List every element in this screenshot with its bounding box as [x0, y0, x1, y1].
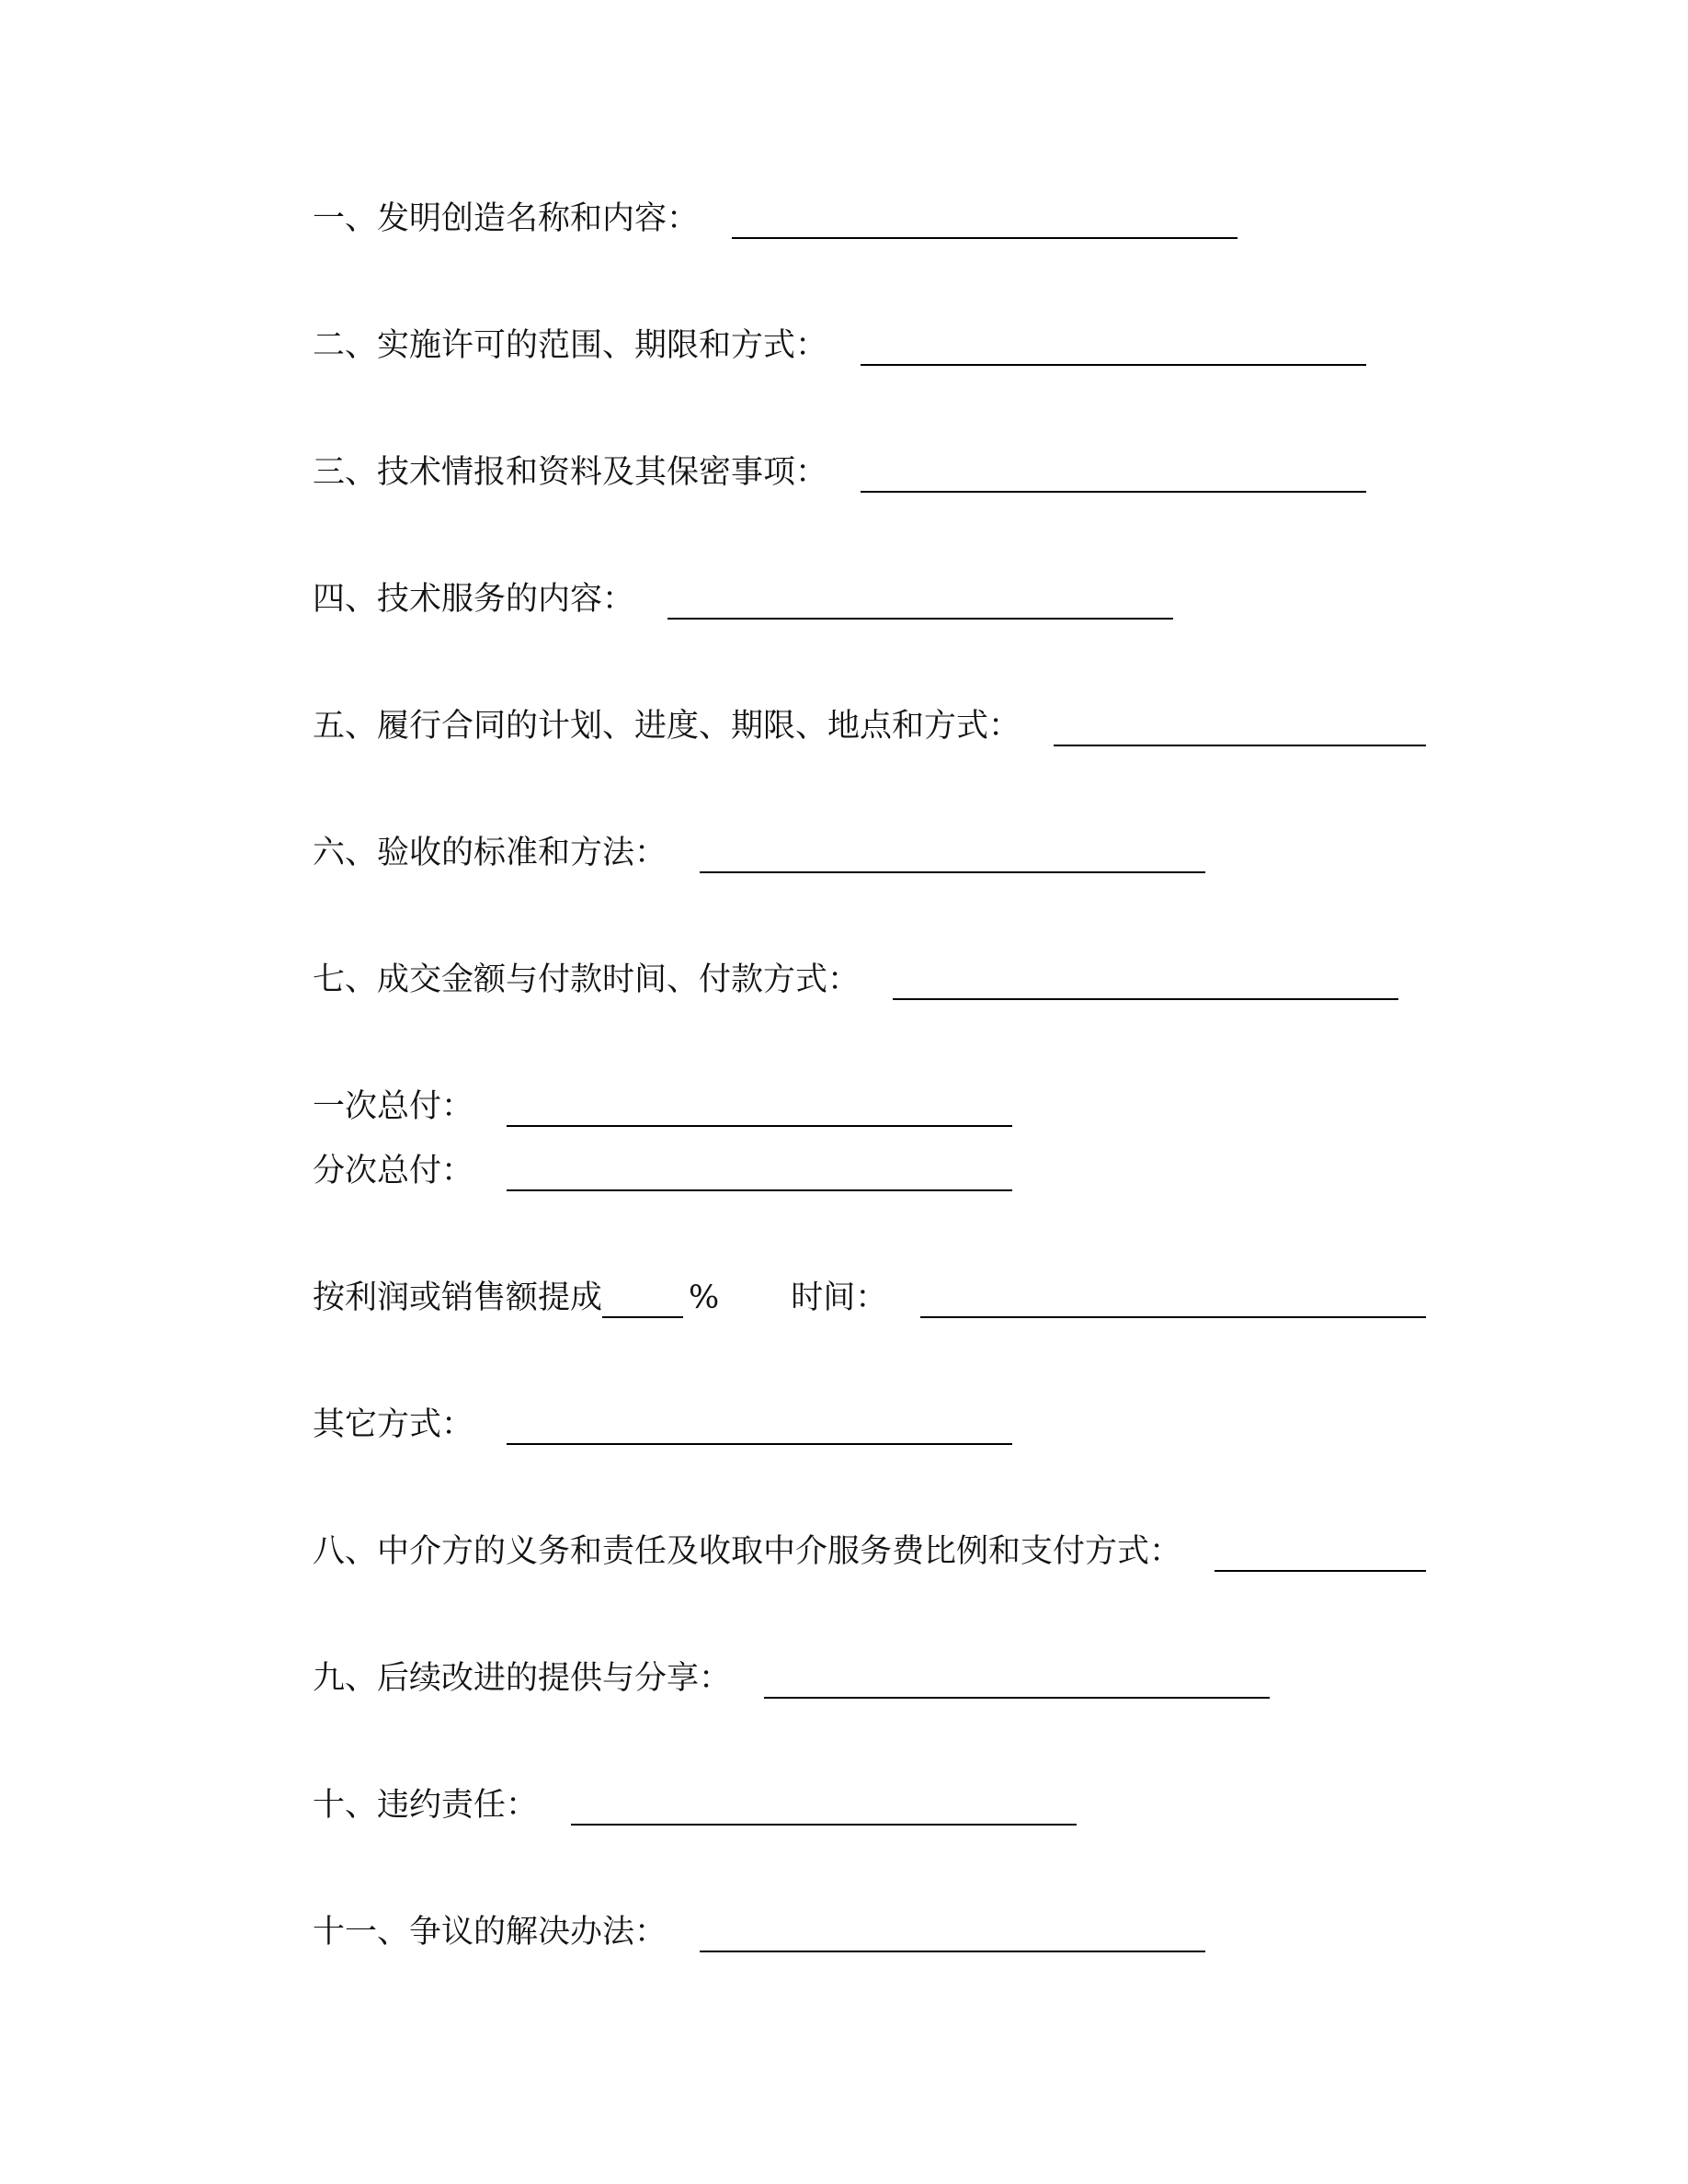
clause-10-label: 十、违约责任：: [313, 1787, 539, 1824]
installments-row: [313, 1147, 1012, 1191]
clause-7-label: 七、成交金额与付款时间、付款方式：: [313, 961, 861, 998]
clause-4-label: 四、技术服务的内容：: [313, 581, 635, 618]
clause-11-blank[interactable]: [700, 1919, 1205, 1952]
clause-8-blank[interactable]: [1215, 1539, 1426, 1572]
clause-11-label: 十一、争议的解决办法：: [313, 1914, 667, 1951]
clause-11-disputes: [313, 1908, 1205, 1952]
clause-7-payment: [313, 956, 1398, 1000]
clause-10-blank[interactable]: [571, 1792, 1077, 1826]
clause-2-label: 二、实施许可的范围、期限和方式：: [313, 327, 828, 364]
installments-label: 分次总付：: [313, 1153, 474, 1189]
clause-7-blank[interactable]: [893, 967, 1398, 1000]
lump-sum-row: [313, 1083, 1012, 1127]
other-method-label: 其它方式：: [313, 1406, 474, 1443]
lump-sum-label: 一次总付：: [313, 1088, 474, 1125]
percent-sign: %: [689, 1280, 720, 1316]
clause-4-tech-service: [313, 575, 1173, 620]
installments-blank[interactable]: [507, 1158, 1012, 1191]
clause-3-blank[interactable]: [861, 460, 1366, 493]
clause-8-intermediary: [313, 1528, 1426, 1572]
clause-2-license-scope: [313, 322, 1366, 366]
commission-time-blank[interactable]: [920, 1285, 1426, 1318]
clause-1-label: 一、发明创造名称和内容：: [313, 200, 700, 237]
clause-5-blank[interactable]: [1054, 713, 1426, 746]
clause-9-improvements: [313, 1655, 1270, 1699]
clause-8-label: 八、中介方的义务和责任及收取中介服务费比例和支付方式：: [313, 1533, 1182, 1570]
clause-6-acceptance: [313, 829, 1205, 873]
lump-sum-blank[interactable]: [507, 1094, 1012, 1127]
clause-4-blank[interactable]: [667, 586, 1173, 620]
clause-9-label: 九、后续改进的提供与分享：: [313, 1660, 732, 1697]
clause-5-label: 五、履行合同的计划、进度、期限、地点和方式：: [313, 708, 1021, 745]
clause-10-liability: [313, 1781, 1077, 1826]
clause-5-performance-plan: [313, 702, 1426, 746]
clause-3-label: 三、技术情报和资料及其保密事项：: [313, 454, 828, 491]
clause-2-blank[interactable]: [861, 333, 1366, 366]
clause-6-blank[interactable]: [700, 840, 1205, 873]
clause-1-invention-name: [313, 195, 1237, 239]
clause-3-tech-info: [313, 449, 1366, 493]
clause-1-blank[interactable]: [732, 206, 1237, 239]
commission-row: [313, 1274, 1426, 1318]
commission-time-label: 时间：: [791, 1280, 888, 1316]
other-method-blank[interactable]: [507, 1412, 1012, 1445]
other-method-row: [313, 1401, 1012, 1445]
commission-percent-blank[interactable]: [602, 1285, 683, 1318]
commission-label: 按利润或销售额提成: [313, 1280, 603, 1316]
clause-9-blank[interactable]: [764, 1666, 1270, 1699]
clause-6-label: 六、验收的标准和方法：: [313, 835, 667, 871]
